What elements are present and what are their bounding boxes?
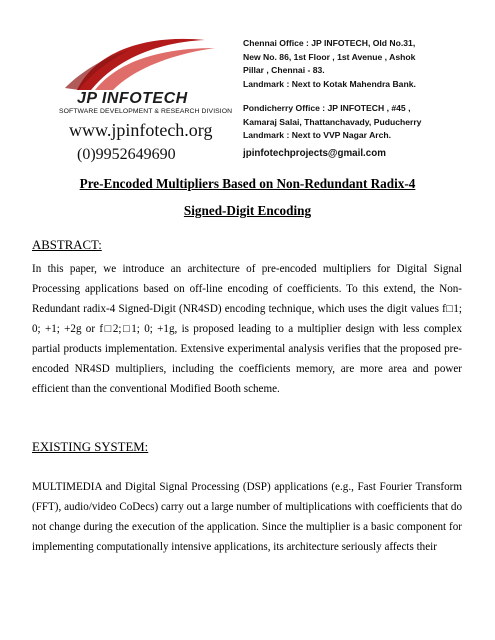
company-logo [55, 32, 233, 132]
abstract-paragraph: In this paper, we introduce an architecture of pre-encoded multipliers for Digital Signal Processing applications based on off-line encoding of coefficients. To this extend, the Non-Redundant radix-4 Signed-Digit (NR4SD) encoding technique, which uses the digit values f□1; 0; +1; +2g or f□2;□1; 0; +1g, is proposed leading to a multiplier design with less complex partial products implementation. Extensive experimental analysis verifies that the proposed pre-encoded NR4SD multipliers, including the coefficients memory, are more area and power efficient than the conventional Modified Booth scheme. [32, 263, 462, 395]
existing-system-heading: EXISTING SYSTEM: [32, 440, 149, 454]
title-line-2: Signed-Digit Encoding [183, 203, 312, 218]
existing-system-paragraph: MULTIMEDIA and Digital Signal Processing (DSP) applications (e.g., Fast Fourier Transform (FFT), audio/video CoDecs) carry out a large number of multiplications with coefficients that do not change during the execution of the application. Since the multiplier is a basic component for implementing computationally intensive applications, its architecture seriously affects their [32, 481, 462, 553]
address-line: Pondicherry Office : JP INFOTECH , #45 , [243, 103, 411, 113]
address-line: Chennai Office : JP INFOTECH, Old No.31, [243, 38, 416, 48]
address-line: New No. 86, 1st Floor , 1st Avenue , Ashok [243, 51, 416, 62]
address-line: Pillar , Chennai - 83. [243, 65, 325, 75]
chennai-office-address [243, 37, 449, 91]
company-name: JP INFOTECH [77, 90, 188, 107]
address-line: Landmark : Next to VVP Nagar Arch. [243, 130, 392, 140]
pondicherry-office-address [243, 102, 449, 143]
document-title [30, 170, 465, 224]
title-line-1: Pre-Encoded Multipliers Based on Non-Redundant Radix-4 [79, 176, 416, 191]
company-tagline: SOFTWARE DEVELOPMENT & RESEARCH DIVISION [59, 108, 233, 115]
address-line: Kamaraj Salai, Thattanchavady, Puducherry [243, 116, 422, 127]
website-link[interactable]: www.jpinfotech.org [69, 120, 213, 140]
letterhead [55, 28, 447, 168]
address-line: Landmark : Next to Kotak Mahendra Bank. [243, 78, 416, 89]
email-address[interactable]: jpinfotechprojects@gmail.com [243, 148, 386, 159]
abstract-heading: ABSTRACT: [32, 238, 102, 252]
swoosh-logo-icon [55, 32, 230, 94]
phone-number: (0)9952649690 [77, 146, 176, 163]
